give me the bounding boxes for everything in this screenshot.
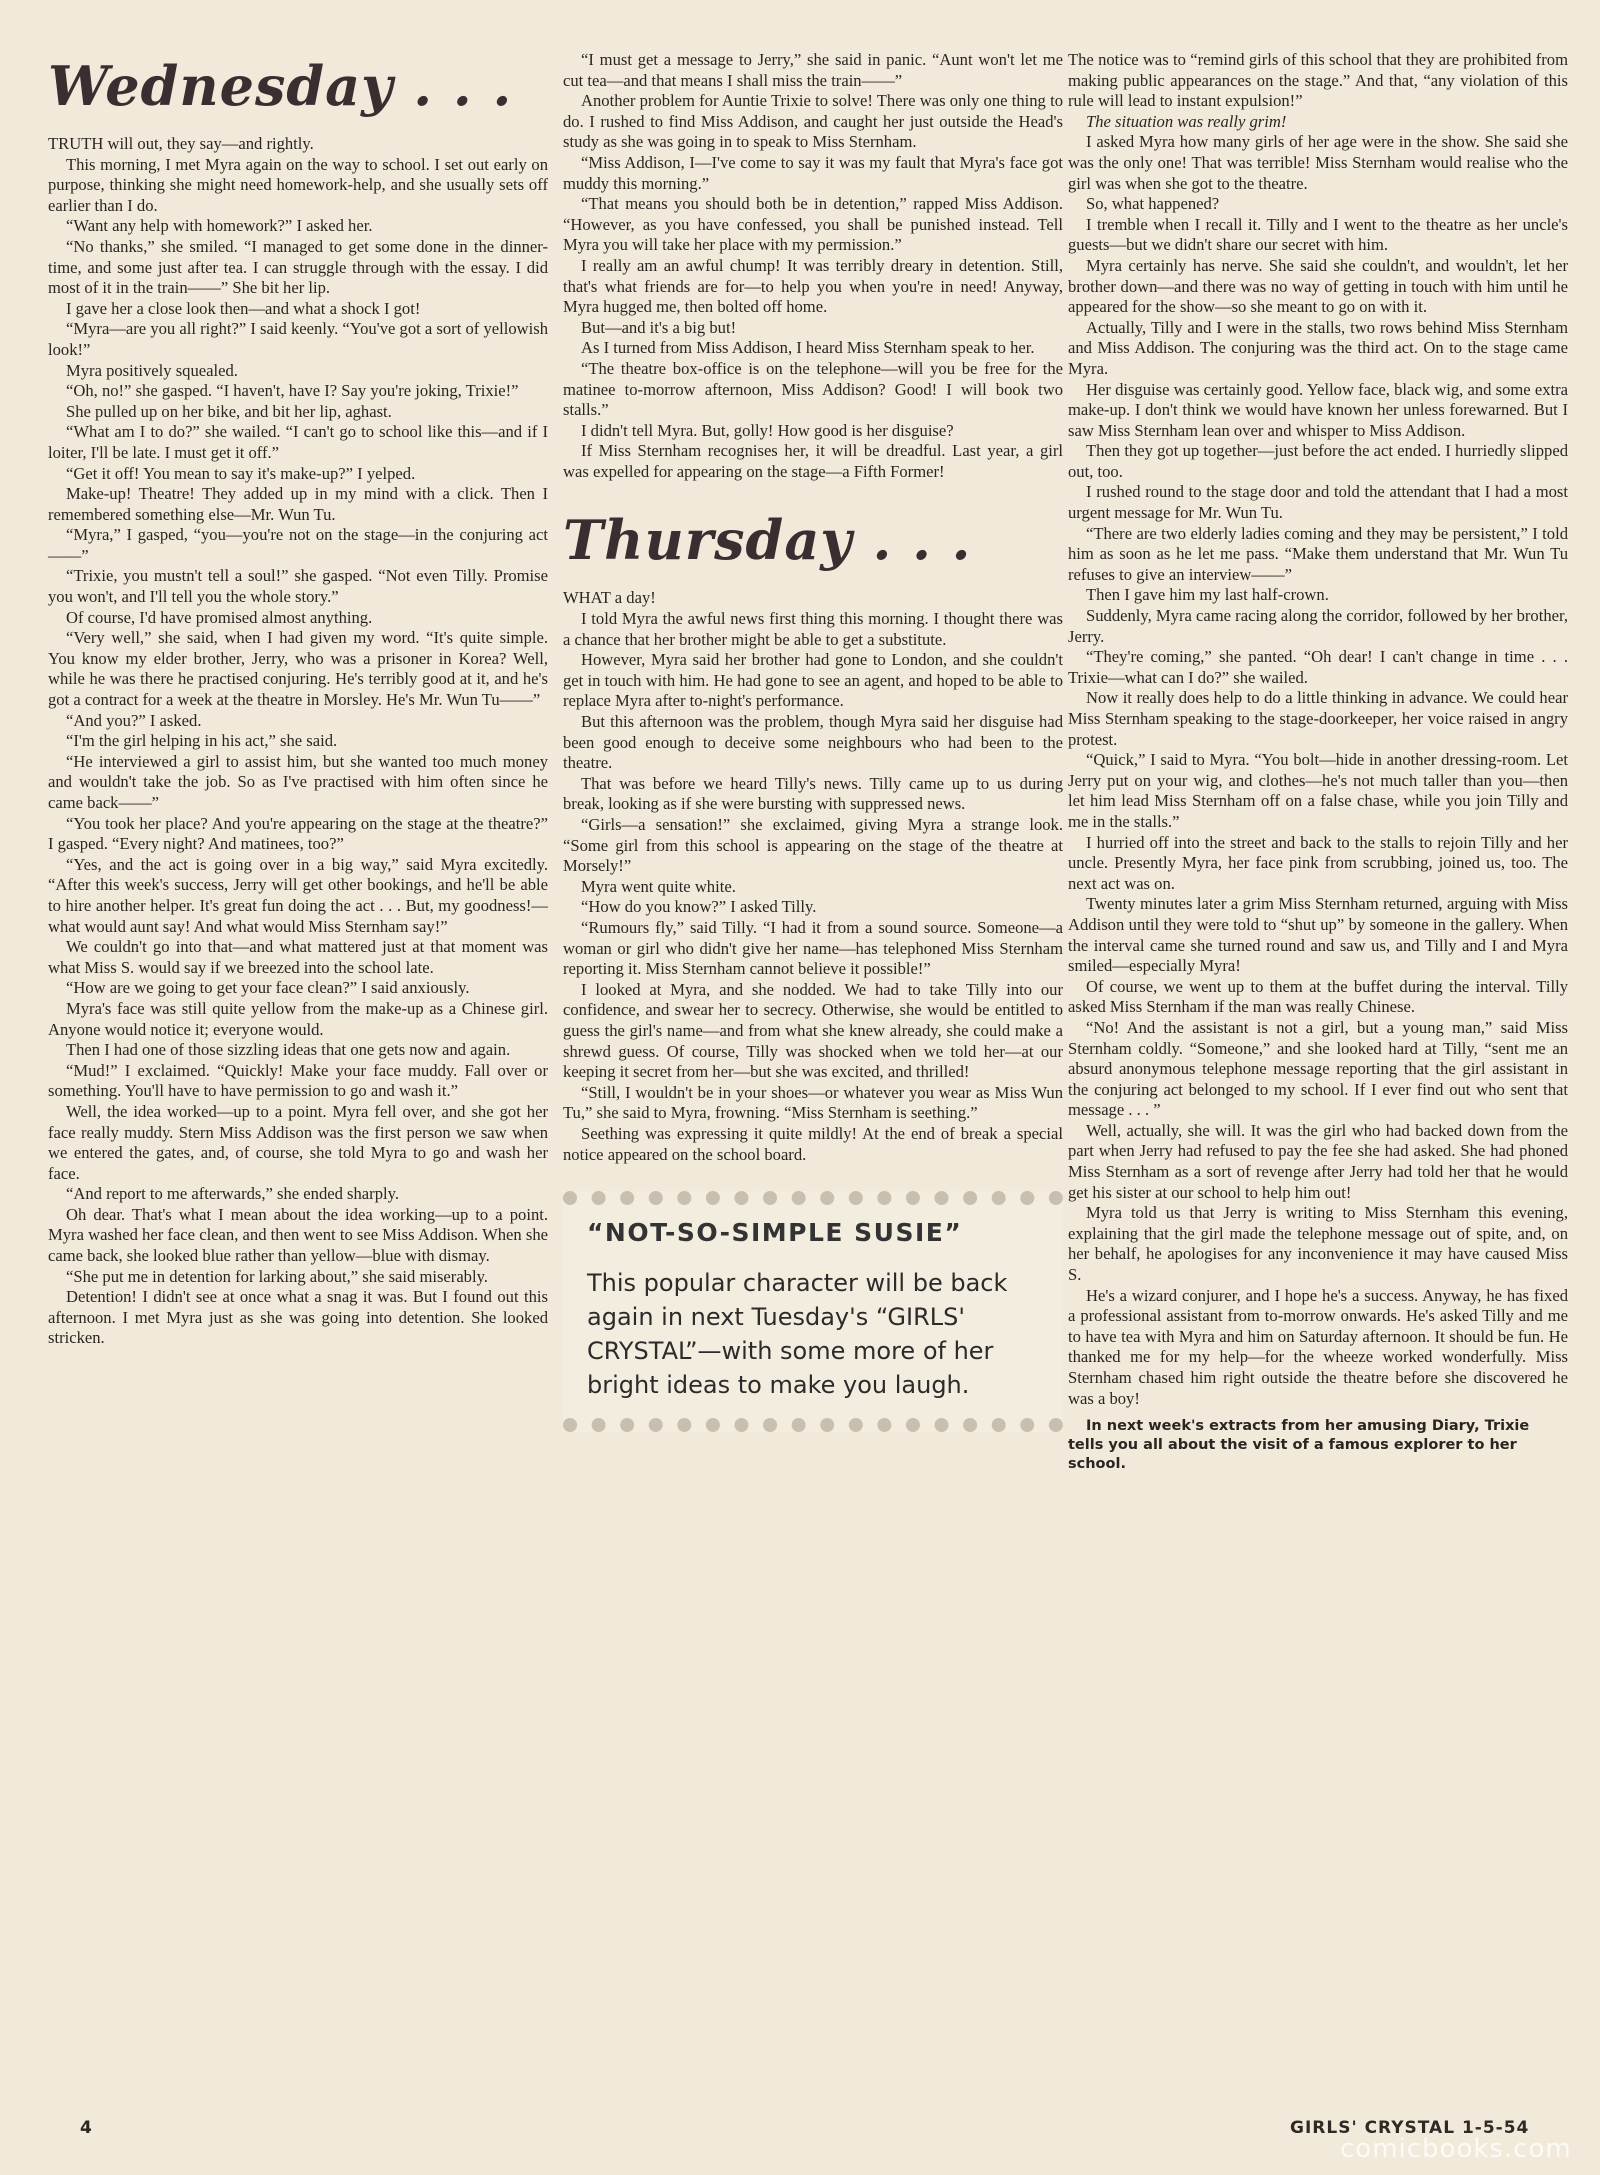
article-paragraph: As I turned from Miss Addison, I heard Miss Sternham speak to her. — [581, 338, 1035, 358]
article-paragraph: “They're coming,” she panted. “Oh dear! I can't change in time . . . Trixie—what can I do?” she wailed. — [1068, 647, 1568, 687]
article-paragraph: “What am I to do?” she wailed. “I can't go to school like this—and if I loiter, I'll be late. I must get it off.” — [48, 422, 548, 462]
article-paragraph: “Get it off! You mean to say it's make-up?” I yelped. — [66, 463, 416, 483]
article-paragraph: Of course, I'd have promised almost anything. — [66, 607, 373, 627]
article-paragraph: But this afternoon was the problem, though Myra said her disguise had been good enough to deceive some neighbours who had been to the theatre. — [563, 712, 1063, 773]
article-paragraph: Myra certainly has nerve. She said she couldn't, and wouldn't, let her brother down—and there was no way of getting in touch with him until he appeared for the show—so she meant to go on with it. — [1068, 255, 1568, 317]
article-paragraph: I really am an awful chump! It was terribly dreary in detention. Still, that's what friends are for—to help you when you're in need! Anyway, Myra hugged me, then bolted off home. — [563, 255, 1063, 317]
article-paragraph: “I must get a message to Jerry,” she said in panic. “Aunt won't let me cut tea—and that means I shall miss the train——” — [563, 50, 1063, 90]
article-paragraph: Myra positively squealed. — [66, 360, 238, 380]
article-paragraph: “Myra,” I gasped, “you—you're not on the stage—in the conjuring act——” — [48, 525, 548, 565]
issue-footer: GIRLS' CRYSTAL 1-5-54 — [1290, 2118, 1530, 2138]
article-paragraph: “Mud!” I exclaimed. “Quickly! Make your face muddy. Fall over or something. You'll have to have permission to go and wash it.” — [48, 1060, 548, 1101]
article-paragraph: Make-up! Theatre! They added up in my mind with a click. Then I remembered something else—Mr. Wun Tu. — [48, 484, 548, 524]
article-paragraph: I tremble when I recall it. Tilly and I went to the theatre as her uncle's guests—but we didn't share our secret with him. — [1068, 214, 1568, 255]
article-paragraph: Suddenly, Myra came racing along the corridor, followed by her brother, Jerry. — [1068, 606, 1568, 646]
column-left — [48, 50, 548, 1349]
article-paragraph: The situation was really grim! — [1086, 111, 1287, 131]
article-paragraph: This morning, I met Myra again on the way to school. I set out early on purpose, thinking she might need homework-help, and she usually sets off earlier than I do. — [48, 154, 548, 215]
article-paragraph: So, what happened? — [1086, 194, 1220, 214]
article-paragraph: “Want any help with homework?” I asked her. — [66, 216, 373, 236]
column-right — [1068, 50, 1568, 1474]
article-paragraph: “Rumours fly,” said Tilly. “I had it from a sound source. Someone—a woman or girl who didn't give her name—has telephoned Miss Sternham reporting it. Miss Sternham cannot believe it possible!” — [563, 917, 1063, 979]
article-paragraph: Oh dear. That's what I mean about the idea working—up to a point. Myra washed her face clean, and then went to see Miss Addison. When she came back, she looked blue rather than yellow—blue with dismay. — [48, 1204, 548, 1266]
watermark: comicbooks.com — [1340, 2134, 1572, 2164]
article-paragraph: “And report to me afterwards,” she ended sharply. — [66, 1184, 399, 1204]
article-paragraph: She pulled up on her bike, and bit her lip, aghast. — [66, 401, 392, 421]
article-paragraph: Twenty minutes later a grim Miss Sternham returned, arguing with Miss Addison until they were told to “shut up” by someone in the gallery. When the interval came she turned round and saw us, and Tilly and I and Myra smiled—especially Myra! — [1068, 894, 1568, 976]
column-middle — [563, 50, 1063, 1432]
article-paragraph: I rushed round to the stage door and told the attendant that I had a most urgent message for Mr. Wun Tu. — [1068, 482, 1568, 523]
article-paragraph: Well, actually, she will. It was the girl who had backed down from the part when Jerry had refused to pay the fee she had asked. She had phoned Miss Sternham as a sort of revenge after Jerry had told her that he would get his sister at our school to help him out! — [1068, 1120, 1568, 1202]
article-paragraph: “Yes, and the act is going over in a big way,” said Myra excitedly. “After this week's success, Jerry will get other bookings, and he'll be able to hire another helper. It's great fun doing the act . . . But, my goodness!—what would aunt say! And what would Miss Sternham say!” — [48, 854, 548, 936]
article-paragraph: TRUTH will out, they say—and rightly. — [48, 134, 314, 153]
article-paragraph: Now it really does help to do a little thinking in advance. We could hear Miss Sternham speaking to the stage-doorkeeper, her voice raised in angry protest. — [1068, 688, 1568, 749]
article-paragraph: “No thanks,” she smiled. “I managed to get some done in the dinner-time, and some just after tea. I can struggle through with the essay. I did most of it in the train——” She bit her lip. — [48, 236, 548, 298]
next-week-teaser: In next week's extracts from her amusing Diary, Trixie tells you all about the visit of a famous explorer to her school. — [1068, 1418, 1530, 1473]
article-paragraph: “Still, I wouldn't be in your shoes—or whatever you wear as Miss Wun Tu,” she said to Myra, frowning. “Miss Sternham is seething.” — [563, 1082, 1063, 1123]
article-paragraph: “You took her place? And you're appearing on the stage at the theatre?” I gasped. “Every night? And matinees, too?” — [48, 813, 548, 854]
wednesday-heading: Wednesday . . . — [48, 54, 513, 118]
article-paragraph: “How are we going to get your face clean?” I said anxiously. — [66, 978, 470, 998]
article-paragraph: I didn't tell Myra. But, golly! How good is her disguise? — [581, 420, 954, 440]
article-paragraph: “There are two elderly ladies coming and they may be persistent,” I told him as soon as he let me pass. “Make them understand that Mr. Wun Tu refuses to give an interview——” — [1068, 523, 1568, 584]
article-paragraph: If Miss Sternham recognises her, it will be dreadful. Last year, a girl was expelled for appearing on the stage—a Fifth Former! — [563, 441, 1063, 481]
article-paragraph: “No! And the assistant is not a girl, but a young man,” said Miss Sternham coldly. “Someone,” and she looked hard at Tilly, “sent me an absurd anonymous telephone message reporting that the girl assistant in the conjuring act belonged to my school. If I ever find out who sent that message . . . ” — [1068, 1017, 1568, 1120]
article-paragraph: “How do you know?” I asked Tilly. — [581, 897, 817, 917]
article-paragraph: Then I had one of those sizzling ideas that one gets now and again. — [66, 1040, 511, 1060]
article-paragraph: Myra went quite white. — [581, 876, 736, 896]
article-paragraph: “Quick,” I said to Myra. “You bolt—hide in another dressing-room. Let Jerry put on your wig, and clothes—he's not much taller than you—then let him lead Miss Sternham off on a false chase, while you join Tilly and me in the stalls.” — [1068, 750, 1568, 831]
article-paragraph: Detention! I didn't see at once what a snag it was. But I found out this afternoon. I met Myra just as she was going into detention. She looked stricken. — [48, 1287, 548, 1348]
article-paragraph: Actually, Tilly and I were in the stalls, two rows behind Miss Sternham and Miss Addison. The conjuring was the third act. On to the stage came Myra. — [1068, 317, 1568, 378]
article-paragraph: Her disguise was certainly good. Yellow face, black wig, and some extra make-up. I don't think we would have known her unless forewarned. But I saw Miss Sternham lean over and whisper to Miss Addison. — [1068, 379, 1568, 440]
article-paragraph: “That means you should both be in detention,” rapped Miss Addison. “However, as you have confessed, you shall be punished instead. Tell Myra you will take her place with my permission.” — [563, 194, 1063, 255]
article-paragraph: The notice was to “remind girls of this school that they are prohibited from making public appearances on the stage.” And that, “any violation of this rule will lead to instant expulsion!” — [1068, 50, 1568, 111]
article-paragraph: I told Myra the awful news first thing this morning. I thought there was a chance that her brother might be able to get a substitute. — [563, 609, 1063, 649]
article-paragraph: “Girls—a sensation!” she exclaimed, giving Myra a strange look. “Some girl from this school is appearing on the stage of the theatre at Morsely!” — [563, 815, 1063, 876]
article-paragraph: That was before we heard Tilly's news. Tilly came up to us during break, looking as if she were bursting with suppressed news. — [563, 773, 1063, 814]
article-paragraph: But—and it's a big but! — [581, 317, 737, 337]
article-paragraph: “Very well,” she said, when I had given my word. “It's quite simple. You know my elder brother, Jerry, who was a prisoner in Korea? Well, while he was there he practised conjuring. He's terribly good at it, and he's got a contract for a week at the theatre in Morsley. He's Mr. Wun Tu——” — [48, 628, 548, 710]
article-paragraph: Another problem for Auntie Trixie to solve! There was only one thing to do. I rushed to find Miss Addison, and caught her just outside the Head's study as she was going in to speak to Miss Sternham. — [563, 91, 1063, 152]
article-paragraph: Seething was expressing it quite mildly! At the end of break a special notice appeared on the school board. — [563, 1123, 1063, 1164]
page-number: 4 — [80, 2118, 92, 2138]
article-paragraph: Then they got up together—just before the act ended. I hurriedly slipped out, too. — [1068, 441, 1568, 481]
promo-box — [563, 1191, 1063, 1432]
promo-body: This popular character will be back again in next Tuesday's “GIRLS' CRYSTAL”—with some more of her bright ideas to make you laugh. — [587, 1268, 1008, 1399]
article-paragraph: “She put me in detention for larking about,” she said miserably. — [66, 1266, 488, 1286]
article-paragraph: “I'm the girl helping in his act,” she said. — [66, 731, 338, 751]
article-paragraph: Myra's face was still quite yellow from the make-up as a Chinese girl. Anyone would notice it; everyone would. — [48, 998, 548, 1039]
article-paragraph: “The theatre box-office is on the telephone—will you be free for the matinee to-morrow afternoon, Miss Addison? Good! I will book two stalls.” — [563, 358, 1063, 420]
article-paragraph: Of course, we went up to them at the buffet during the interval. Tilly asked Miss Sternham if the man was really Chinese. — [1068, 976, 1568, 1017]
article-paragraph: I gave her a close look then—and what a shock I got! — [66, 298, 421, 318]
article-paragraph: Myra told us that Jerry is writing to Miss Sternham this evening, explaining that the girl made the telephone message out of spite, and, on her behalf, he apologises for any inconvenience it may have caused Miss S. — [1068, 1203, 1568, 1285]
article-paragraph: Then I gave him my last half-crown. — [1086, 585, 1329, 605]
article-paragraph: I looked at Myra, and she nodded. We had to take Tilly into our confidence, and swear her to secrecy. Otherwise, she would be entitled to guess the girl's name—and from what she knew already, she could make a shrewd guess. Of course, Tilly was shocked when we told her—at our keeping it secret from her—but she was excited, and thrilled! — [563, 979, 1063, 1082]
article-paragraph: “Oh, no!” she gasped. “I haven't, have I? Say you're joking, Trixie!” — [66, 381, 519, 401]
article-paragraph: Well, the idea worked—up to a point. Myra fell over, and she got her face really muddy. Stern Miss Addison was the first person we saw when we entered the gates, and, of course, she told Myra to go and wash her face. — [48, 1101, 548, 1183]
article-paragraph: “Trixie, you mustn't tell a soul!” she gasped. “Not even Tilly. Promise you won't, and I'll tell you the whole story.” — [48, 566, 548, 607]
article-paragraph: I hurried off into the street and back to the stalls to rejoin Tilly and her uncle. Presently Myra, her face pink from scrubbing, joined us, too. The next act was on. — [1068, 832, 1568, 893]
article-paragraph: He's a wizard conjurer, and I hope he's a success. Anyway, he has fixed a professional assistant from to-morrow onwards. He's asked Tilly and me to have tea with Myra and him on Saturday afternoon. It should be fun. He thanked me for my help—for the wheeze worked wonderfully. Miss Sternham chased him right outside the theatre before she discovered he was a boy! — [1068, 1285, 1568, 1408]
article-paragraph: We couldn't go into that—and what mattered just at that moment was what Miss S. would say if we breezed into the school late. — [48, 937, 548, 977]
thursday-heading: Thursday . . . — [563, 508, 972, 573]
article-paragraph: However, Myra said her brother had gone to London, and she couldn't get in touch with him. He had gone to see an agent, and hoped to be able to replace Myra after to-night's performance. — [563, 650, 1063, 711]
article-paragraph: I asked Myra how many girls of her age were in the show. She said she was the only one! That was terrible! Miss Sternham would realise who the girl was when she got to the theatre. — [1068, 132, 1568, 193]
article-paragraph: “And you?” I asked. — [66, 710, 202, 730]
article-paragraph: “Myra—are you all right?” I said keenly. “You've got a sort of yellowish look!” — [48, 319, 548, 359]
promo-title: “NOT-SO-SIMPLE SUSIE” — [587, 1218, 963, 1248]
article-paragraph: “Miss Addison, I—I've come to say it was my fault that Myra's face got muddy this morning.” — [563, 152, 1063, 193]
article-paragraph: “He interviewed a girl to assist him, but she wanted too much money and wouldn't take the job. So as I've practised with him often since he came back——” — [48, 751, 548, 812]
article-paragraph: WHAT a day! — [563, 588, 656, 608]
